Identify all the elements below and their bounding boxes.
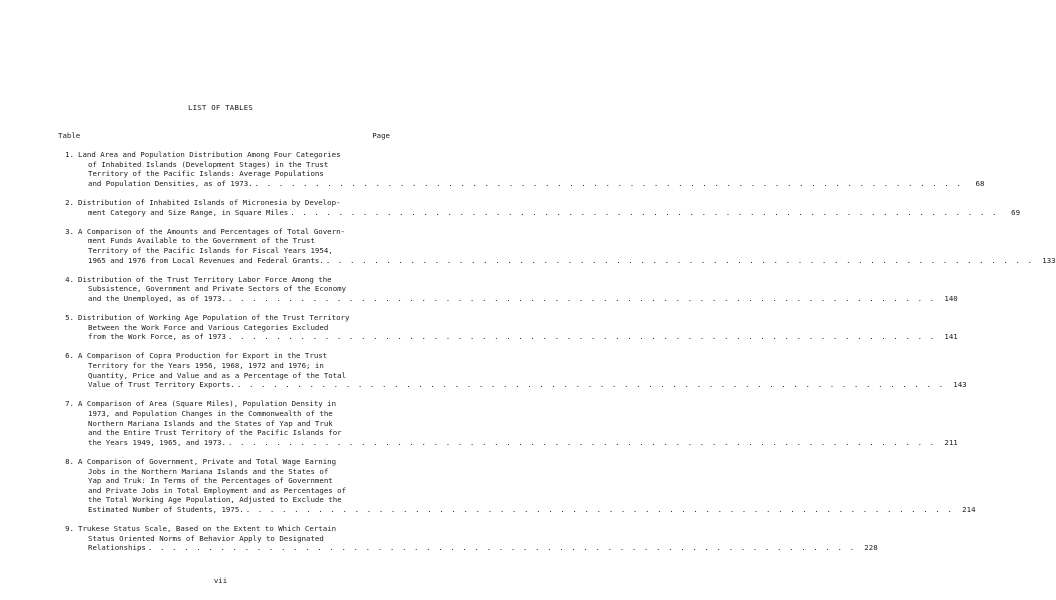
- table-entry-page-number: 211: [944, 437, 958, 447]
- table-entry-title-text: the Total Working Age Population, Adjusted to Exclude the: [88, 495, 342, 505]
- table-entry-title-text: Distribution of the Trust Territory Labor Force Among the: [78, 274, 332, 284]
- table-entry: [65, 197, 1021, 217]
- table-entry-line: [78, 178, 985, 189]
- list-of-tables-heading: LIST OF TABLES: [187, 103, 254, 112]
- table-entry-line: [78, 428, 392, 438]
- table-entry-title-text: Estimated Number of Students, 1975.: [88, 504, 244, 514]
- table-entry-title-text: Distribution of Inhabited Islands of Micronesia by Develop-: [78, 197, 341, 207]
- table-entry-number: 9.: [65, 524, 74, 534]
- table-entry-line: [78, 150, 392, 160]
- dot-leader: . . . . . . . . . . . . . . . . . . . . . . . . . . . . . . . . . . . . . . . . . . . . . . . . . . . . . . . . . . .: [245, 504, 954, 514]
- table-entry-title-text: and the Unemployed, as of 1973.: [88, 293, 226, 303]
- table-entry: [65, 150, 985, 188]
- table-entry-title-text: Northern Mariana Islands and the States of Yap and Truk: [88, 418, 333, 428]
- table-entry-title-text: Land Area and Population Distribution Among Four Categories: [78, 150, 341, 159]
- table-entry-title-text: the Years 1949, 1965, and 1973.: [88, 437, 226, 447]
- table-entry-line: [78, 207, 1021, 218]
- table-entry-line: [78, 371, 392, 381]
- table-entry-title-text: Territory for the Years 1956, 1968, 1972 and 1976; in: [88, 361, 324, 371]
- table-entry-line: [78, 160, 392, 170]
- table-entry-line: [78, 284, 392, 294]
- table-entry-title-text: of Inhabited Islands (Development Stages) in the Trust: [88, 159, 329, 169]
- table-entry-line: [78, 332, 958, 342]
- table-entry-title-text: and Private Jobs in Total Employment and as Percentages of: [88, 485, 347, 495]
- table-entry-title-text: from the Work Force, as of 1973: [88, 332, 226, 342]
- table-entry-line: [78, 399, 392, 409]
- table-entry-page-number: 68: [975, 178, 985, 188]
- table-entry-title-text: and the Entire Trust Territory of the Pacific Islands for: [88, 428, 342, 438]
- table-entry-line: [78, 524, 392, 534]
- table-entry-line: [78, 169, 392, 179]
- table-entry: [65, 457, 976, 515]
- table-entry-title-text: A Comparison of Area (Square Miles), Population Density in: [78, 399, 337, 409]
- table-entry-number: 1.: [65, 150, 74, 159]
- table-entry-line: [78, 236, 392, 246]
- table-entry-title-text: Subsistence, Government and Private Sectors of the Economy: [88, 284, 347, 294]
- table-entry-title-text: A Comparison of Government, Private and Total Wage Earning: [78, 457, 337, 466]
- table-entry-line: [78, 467, 392, 477]
- table-entry-number: 7.: [65, 399, 74, 409]
- table-entry-title-text: and Population Densities, as of 1973.: [88, 178, 253, 188]
- table-entry-title-text: ment Category and Size Range, in Square Miles: [88, 207, 289, 217]
- table-entry-page-number: 133: [1042, 255, 1056, 265]
- table-entry-number: 3.: [65, 226, 74, 236]
- table-entry-title-text: 1973, and Population Changes in the Commonwealth of the: [88, 409, 333, 419]
- table-entry-number: 4.: [65, 274, 74, 284]
- table-entry-line: [78, 486, 392, 496]
- table-entry-number: 2.: [65, 197, 74, 207]
- table-entry-line: [78, 419, 392, 429]
- table-entry-line: [78, 227, 392, 237]
- table-entry-line: [78, 351, 392, 361]
- table-entry: [65, 351, 967, 390]
- table-entry-line: [78, 275, 392, 285]
- table-entry-title-text: ment Funds Available to the Government of the Trust: [88, 236, 315, 246]
- table-entry-title-text: Territory of the Pacific Islands for Fiscal Years 1954,: [88, 245, 333, 255]
- page-column-header: Page: [372, 131, 390, 140]
- table-entry-line: [78, 543, 878, 553]
- dot-leader: . . . . . . . . . . . . . . . . . . . . . . . . . . . . . . . . . . . . . . . . . . . . . . . . . . . . . . . . . . .: [325, 255, 1034, 265]
- table-entry-line: [78, 476, 392, 486]
- table-entry-title-text: Distribution of Working Age Population of the Trust Territory: [78, 313, 350, 323]
- table-entry-line: [78, 457, 392, 467]
- table-entry-title-text: Relationships: [88, 543, 146, 553]
- table-entry-page-number: 141: [944, 332, 958, 342]
- table-entry-page-number: 140: [944, 293, 958, 303]
- table-entry-line: [78, 313, 392, 323]
- dot-leader: . . . . . . . . . . . . . . . . . . . . . . . . . . . . . . . . . . . . . . . . . . . . . . . . . . . . . . . . . . .: [236, 380, 945, 390]
- page-number-footer: vii: [213, 576, 228, 585]
- table-entry-page-number: 228: [864, 543, 878, 553]
- table-entry-title-text: A Comparison of Copra Production for Export in the Trust: [78, 351, 328, 361]
- table-entry-title-text: Jobs in the Northern Mariana Islands and the States of: [88, 466, 329, 476]
- table-entry: [65, 313, 958, 342]
- table-entry-title-text: Between the Work Force and Various Categories Excluded: [88, 322, 329, 332]
- table-entry-title-text: Territory of the Pacific Islands: Average Populations: [88, 169, 324, 179]
- table-entry-line: [78, 504, 976, 515]
- table-entry: [65, 524, 878, 553]
- table-entry-title-text: A Comparison of the Amounts and Percentages of Total Govern-: [78, 226, 345, 236]
- table-entries-list: [65, 150, 1056, 563]
- table-entry-line: [78, 293, 958, 304]
- table-entry-line: [78, 323, 392, 333]
- table-entry-line: [78, 495, 392, 505]
- table-entry-line: [78, 409, 392, 419]
- table-entry-page-number: 69: [1011, 207, 1021, 217]
- table-column-header: Table: [58, 131, 81, 140]
- table-entry-line: [78, 255, 1056, 266]
- table-entry-number: 5.: [65, 313, 74, 323]
- dot-leader: . . . . . . . . . . . . . . . . . . . . . . . . . . . . . . . . . . . . . . . . . . . . . . . . . . . . . . . . . . .: [227, 437, 936, 447]
- dot-leader: . . . . . . . . . . . . . . . . . . . . . . . . . . . . . . . . . . . . . . . . . . . . . . . . . . . . . . . . . . .: [290, 207, 999, 217]
- table-entry-title-text: 1965 and 1976 from Local Revenues and Federal Grants.: [88, 255, 324, 265]
- dot-leader: . . . . . . . . . . . . . . . . . . . . . . . . . . . . . . . . . . . . . . . . . . . . . . . . . . . . . . . . . . .: [227, 332, 936, 342]
- table-entry: [65, 399, 958, 447]
- table-entry-title-text: Status Oriented Norms of Behavior Apply to Designated: [88, 533, 324, 543]
- table-entry-title-text: Yap and Truk: In Terms of the Percentages of Government: [88, 476, 333, 486]
- table-entry-title-text: Value of Trust Territory Exports.: [88, 380, 235, 390]
- table-entry: [65, 226, 1056, 265]
- table-entry-number: 8.: [65, 457, 74, 466]
- table-entry: [65, 274, 958, 304]
- dot-leader: . . . . . . . . . . . . . . . . . . . . . . . . . . . . . . . . . . . . . . . . . . . . . . . . . . . . . . . . . . .: [254, 178, 963, 188]
- table-entry-line: [78, 361, 392, 371]
- table-entry-line: [78, 437, 958, 448]
- dot-leader: . . . . . . . . . . . . . . . . . . . . . . . . . . . . . . . . . . . . . . . . . . . . . . . . . . . . . . . . . . .: [227, 293, 936, 303]
- table-entry-title-text: Trukese Status Scale, Based on the Extent to Which Certain: [78, 524, 337, 534]
- table-entry-line: [78, 534, 392, 544]
- table-entry-title-text: Quantity, Price and Value and as a Percentage of the Total: [88, 370, 347, 380]
- dot-leader: . . . . . . . . . . . . . . . . . . . . . . . . . . . . . . . . . . . . . . . . . . . . . . . . . . . . . . . . . . .: [147, 543, 856, 553]
- table-entry-number: 6.: [65, 351, 74, 361]
- table-entry-line: [78, 246, 392, 256]
- table-entry-page-number: 214: [962, 504, 976, 514]
- table-entry-page-number: 143: [953, 380, 967, 390]
- table-entry-line: [78, 380, 967, 390]
- table-entry-line: [78, 198, 392, 208]
